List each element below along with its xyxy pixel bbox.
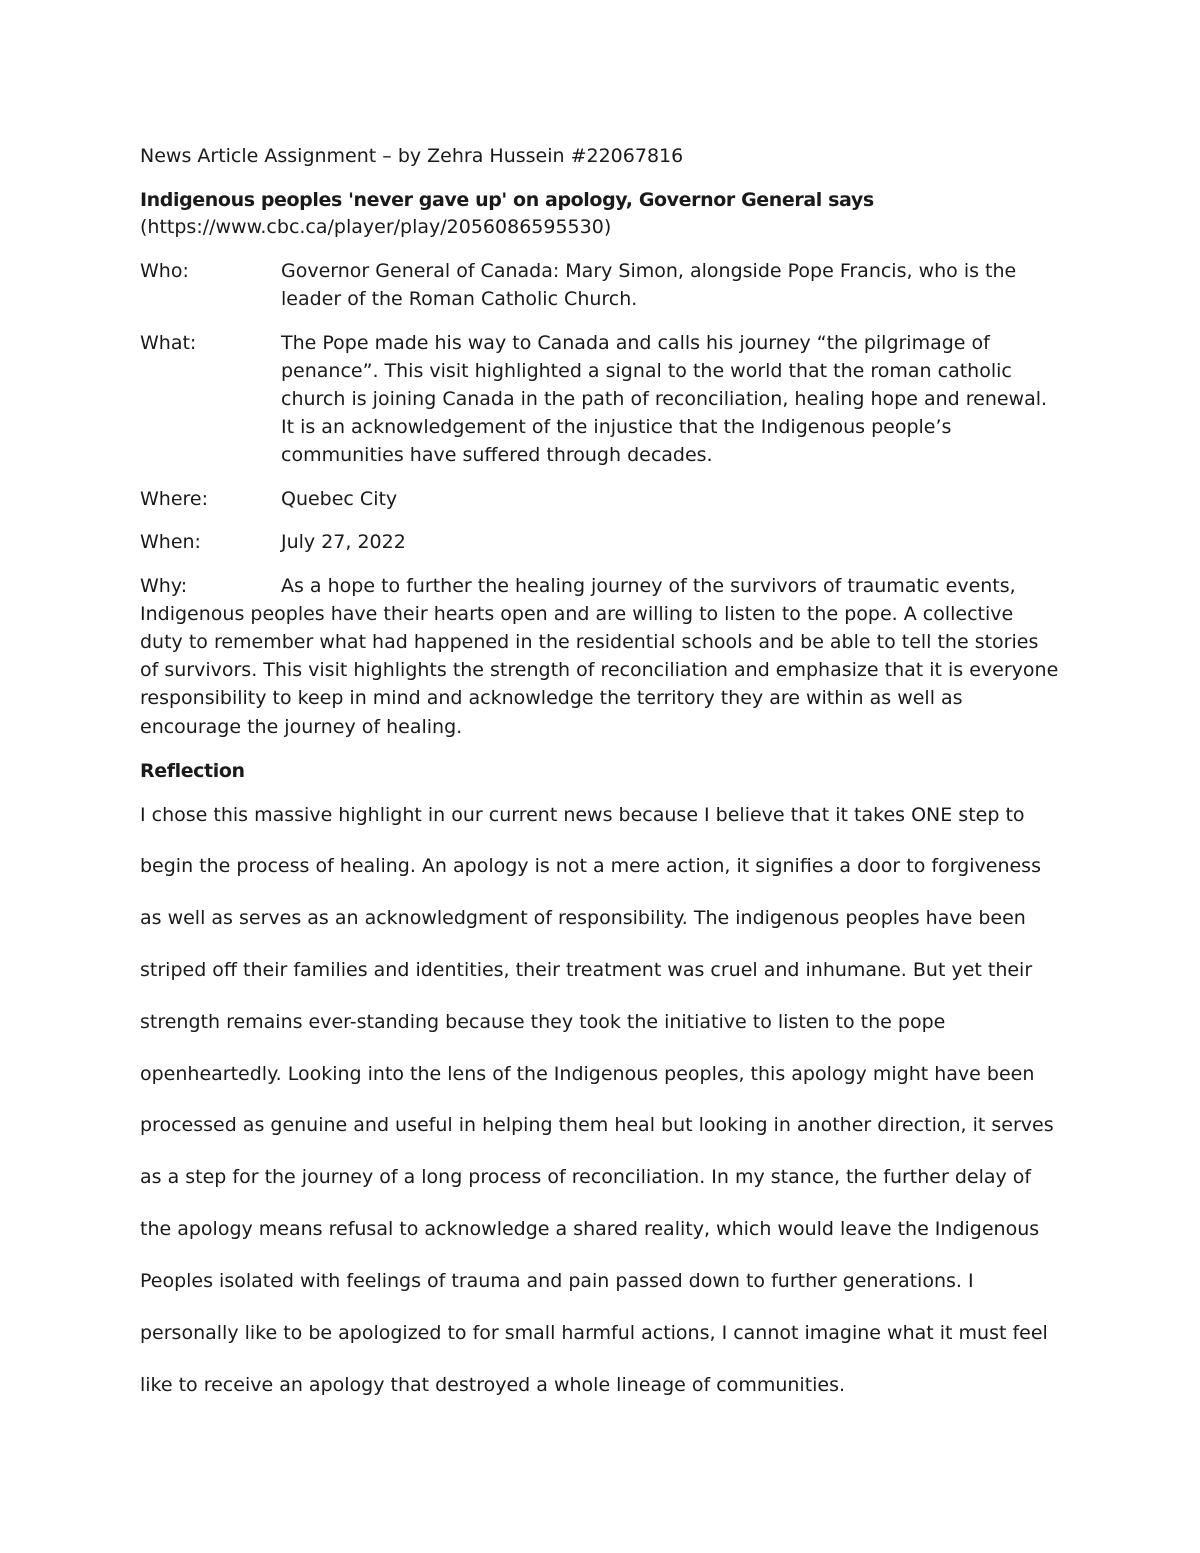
what-line: communities have suffered through decades.	[281, 444, 713, 466]
assignment-line: News Article Assignment – by Zehra Hussein #22067816	[140, 145, 684, 167]
why-line: of survivors. This visit highlights the strength of reconciliation and emphasize that it is everyone	[140, 659, 1059, 681]
when-value: July 27, 2022	[281, 531, 406, 553]
when-label: When:	[140, 531, 201, 553]
why-line: duty to remember what had happened in the residential schools and be able to tell the stories	[140, 631, 1039, 653]
reflection-line: personally like to be apologized to for small harmful actions, I cannot imagine what it must feel	[140, 1322, 1048, 1344]
why-line: encourage the journey of healing.	[140, 716, 463, 738]
reflection-line: openheartedly. Looking into the lens of the Indigenous peoples, this apology might have been	[140, 1063, 1035, 1085]
who-label: Who:	[140, 260, 189, 282]
reflection-line: begin the process of healing. An apology is not a mere action, it signifies a door to forgiveness	[140, 855, 1041, 877]
why-line: Indigenous peoples have their hearts open and are willing to listen to the pope. A collective	[140, 603, 1014, 625]
what-line: penance”. This visit highlighted a signal to the world that the roman catholic	[281, 360, 1012, 382]
what-line: church is joining Canada in the path of reconciliation, healing hope and renewal.	[281, 388, 1048, 410]
what-line: The Pope made his way to Canada and calls his journey “the pilgrimage of	[281, 332, 990, 354]
reflection-line: processed as genuine and useful in helping them heal but looking in another direction, it serves	[140, 1114, 1054, 1136]
reflection-line: strength remains ever-standing because they took the initiative to listen to the pope	[140, 1011, 946, 1033]
what-label: What:	[140, 332, 197, 354]
reflection-heading: Reflection	[140, 760, 245, 782]
article-url: (https://www.cbc.ca/player/play/2056086595530)	[140, 216, 612, 238]
what-line: It is an acknowledgement of the injustice that the Indigenous people’s	[281, 416, 952, 438]
who-line: leader of the Roman Catholic Church.	[281, 288, 638, 310]
reflection-line: as well as serves as an acknowledgment of responsibility. The indigenous peoples have been	[140, 907, 1026, 929]
why-first-line: As a hope to further the healing journey of the survivors of traumatic events,	[281, 575, 1016, 597]
article-title: Indigenous peoples 'never gave up' on apology, Governor General says	[140, 189, 874, 211]
reflection-line: the apology means refusal to acknowledge a shared reality, which would leave the Indigenous	[140, 1218, 1040, 1240]
reflection-line: as a step for the journey of a long process of reconciliation. In my stance, the further delay of	[140, 1166, 1032, 1188]
where-value: Quebec City	[281, 488, 398, 510]
reflection-line: Peoples isolated with feelings of trauma and pain passed down to further generations. I	[140, 1270, 974, 1292]
reflection-line: striped off their families and identities, their treatment was cruel and inhumane. But yet their	[140, 959, 1033, 981]
where-label: Where:	[140, 488, 209, 510]
why-line: responsibility to keep in mind and acknowledge the territory they are within as well as	[140, 687, 963, 709]
reflection-line: like to receive an apology that destroyed a whole lineage of communities.	[140, 1374, 846, 1396]
reflection-line: I chose this massive highlight in our current news because I believe that it takes ONE step to	[140, 804, 1025, 826]
who-line: Governor General of Canada: Mary Simon, alongside Pope Francis, who is the	[281, 260, 1017, 282]
why-label: Why:	[140, 575, 188, 597]
